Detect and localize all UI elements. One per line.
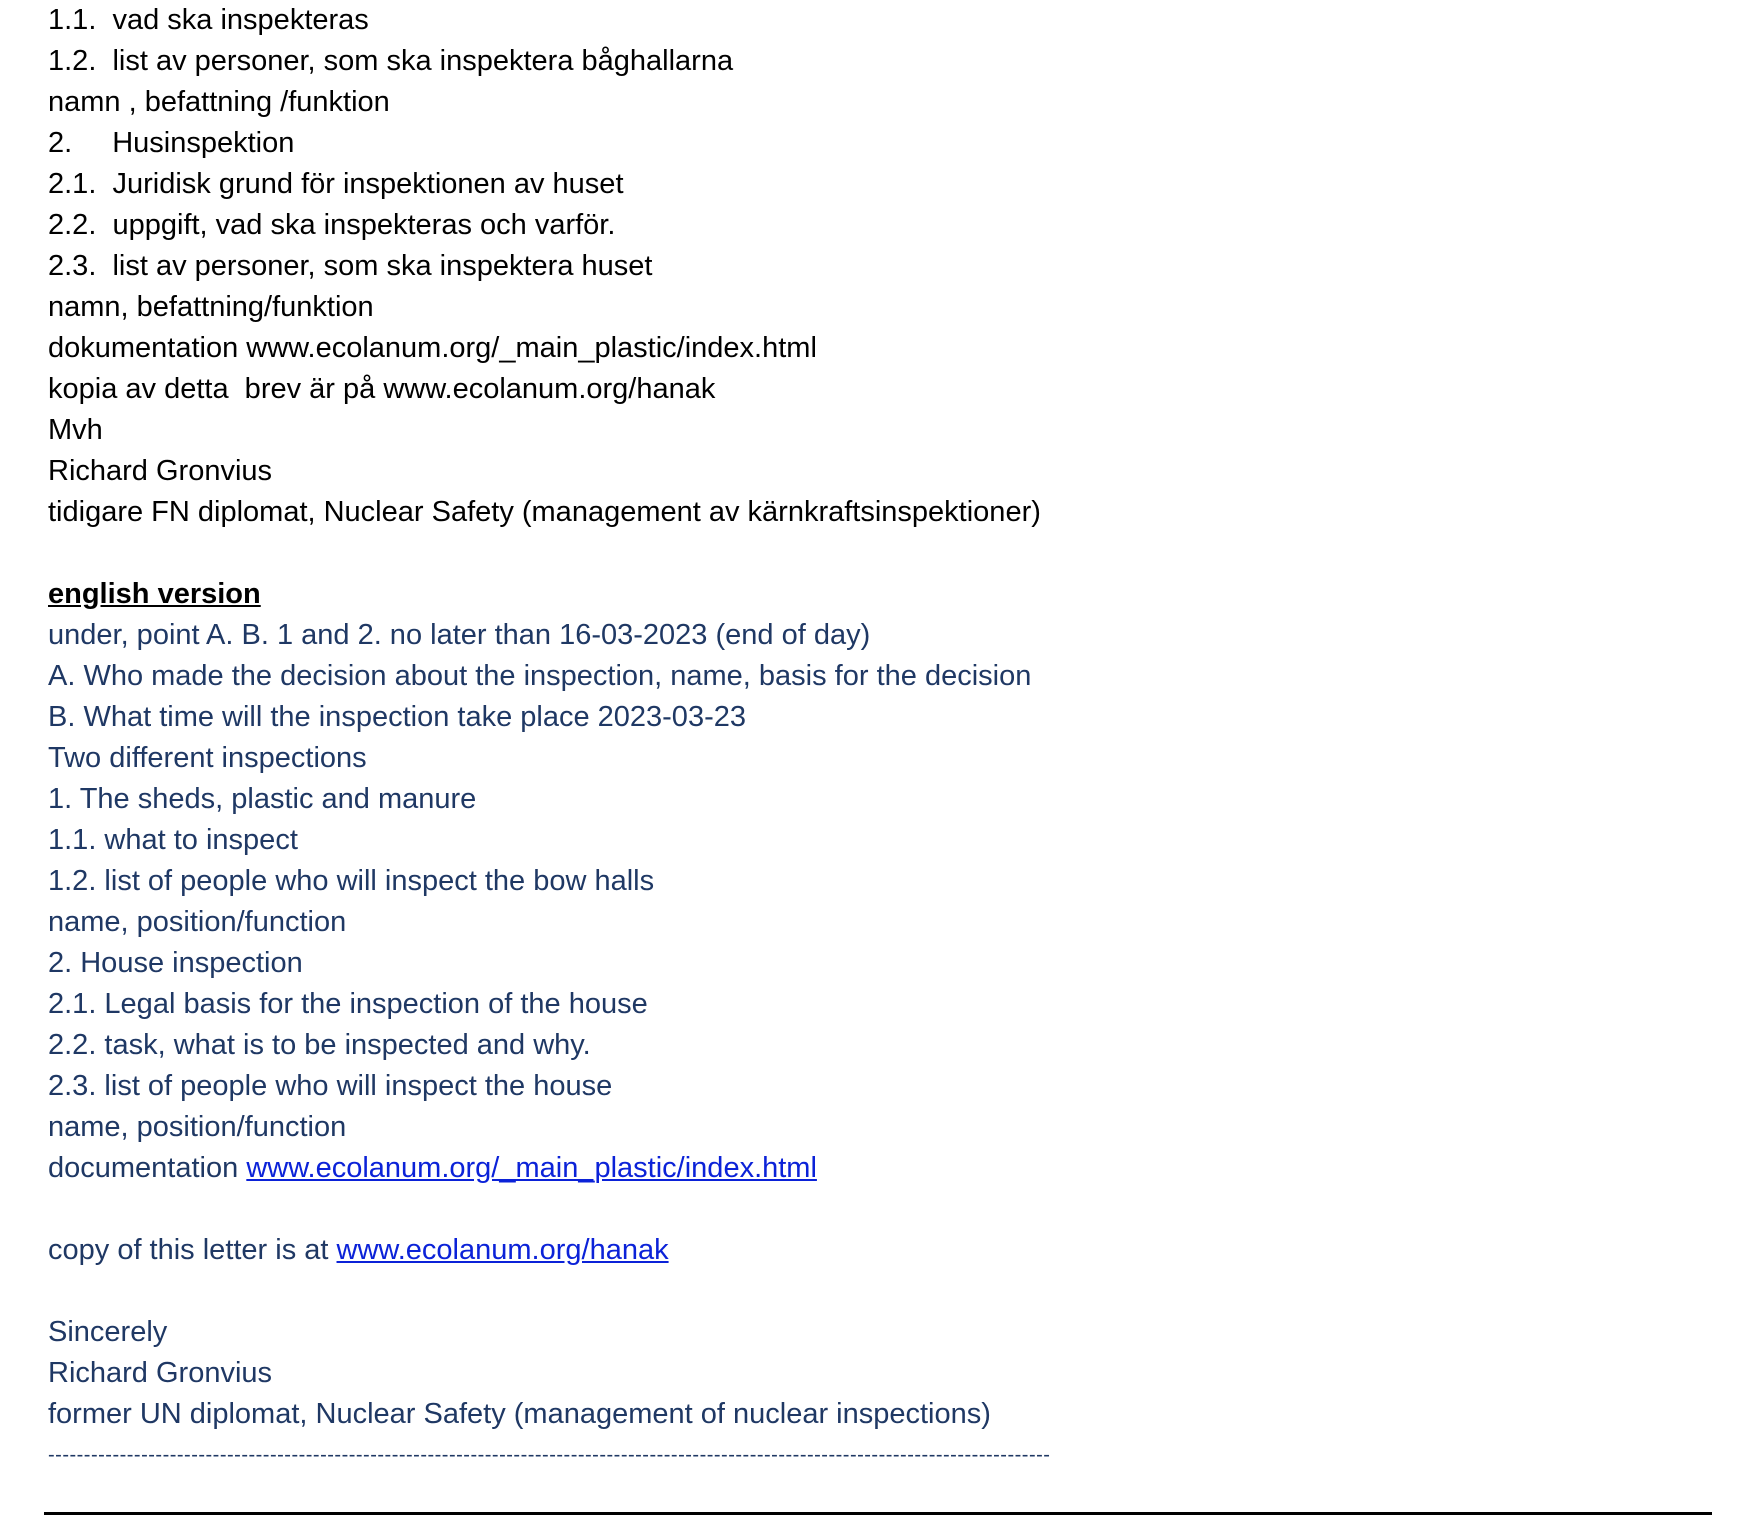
- en-copy-note: [48, 1230, 1708, 1271]
- en-closing: Sincerely: [48, 1316, 168, 1348]
- sv-item-2-text: Husinspektion: [112, 127, 295, 159]
- en-two-inspections: Two different inspections: [48, 742, 367, 774]
- sv-documentation: dokumentation www.ecolanum.org/_main_plastic/index.html: [48, 332, 817, 364]
- sv-closing: Mvh: [48, 414, 103, 446]
- en-item-2-3: 2.3. list of people who will inspect the house: [48, 1070, 613, 1102]
- en-item-1-1: 1.1. what to inspect: [48, 824, 298, 856]
- letter-body: [48, 0, 1708, 1476]
- en-item-1: 1. The sheds, plastic and manure: [48, 783, 477, 815]
- en-signature-title: former UN diplomat, Nuclear Safety (management of nuclear inspections): [48, 1398, 991, 1430]
- sv-item-2-1: 2.1. Juridisk grund för inspektionen av huset: [48, 168, 624, 200]
- en-item-1-2: 1.2. list of people who will inspect the bow halls: [48, 865, 655, 897]
- en-name-position-1: name, position/function: [48, 906, 347, 938]
- sv-item-2-2: 2.2. uppgift, vad ska inspekteras och varför.: [48, 209, 616, 241]
- sv-signature-title: tidigare FN diplomat, Nuclear Safety (management av kärnkraftsinspektioner): [48, 496, 1041, 528]
- en-signature-name: Richard Gronvius: [48, 1357, 273, 1389]
- spacer: [48, 1271, 1708, 1312]
- spacer: [48, 1189, 1708, 1230]
- en-item-2: 2. House inspection: [48, 947, 303, 979]
- sv-name-position-2: namn, befattning/funktion: [48, 291, 374, 323]
- dashed-separator: --------------------------------------------------------------------------------------------------------------------------------------------: [48, 1444, 1051, 1466]
- swedish-section: [48, 0, 1708, 533]
- en-documentation: [48, 1148, 1708, 1189]
- sv-item-1-2: 1.2. list av personer, som ska inspektera båghallarna: [48, 45, 734, 77]
- horizontal-rule: [44, 1512, 1712, 1515]
- en-point-a: A. Who made the decision about the inspection, name, basis for the decision: [48, 660, 1032, 692]
- en-item-2-2: 2.2. task, what is to be inspected and why.: [48, 1029, 591, 1061]
- en-documentation-label: documentation: [48, 1152, 247, 1184]
- en-item-2-1: 2.1. Legal basis for the inspection of the house: [48, 988, 648, 1020]
- sv-item-2: [48, 123, 1708, 164]
- en-copy-label: copy of this letter is at: [48, 1234, 337, 1266]
- copy-letter-link[interactable]: www.ecolanum.org/hanak: [336, 1234, 669, 1266]
- english-heading: english version: [48, 578, 261, 610]
- sv-item-2-3: 2.3. list av personer, som ska inspektera huset: [48, 250, 653, 282]
- sv-signature-name: Richard Gronvius: [48, 455, 273, 487]
- en-point-b: B. What time will the inspection take place 2023-03-23: [48, 701, 746, 733]
- sv-name-position-1: namn , befattning /funktion: [48, 86, 390, 118]
- spacer: [48, 533, 1708, 574]
- sv-item-2-number: 2.: [48, 127, 73, 159]
- en-deadline: under, point A. B. 1 and 2. no later than 16-03-2023 (end of day): [48, 619, 871, 651]
- sv-item-1-1: 1.1. vad ska inspekteras: [48, 4, 369, 36]
- sv-copy-note: kopia av detta brev är på www.ecolanum.org/hanak: [48, 373, 716, 405]
- english-section: [48, 574, 1708, 1476]
- documentation-link[interactable]: www.ecolanum.org/_main_plastic/index.html: [246, 1152, 817, 1184]
- en-name-position-2: name, position/function: [48, 1111, 347, 1143]
